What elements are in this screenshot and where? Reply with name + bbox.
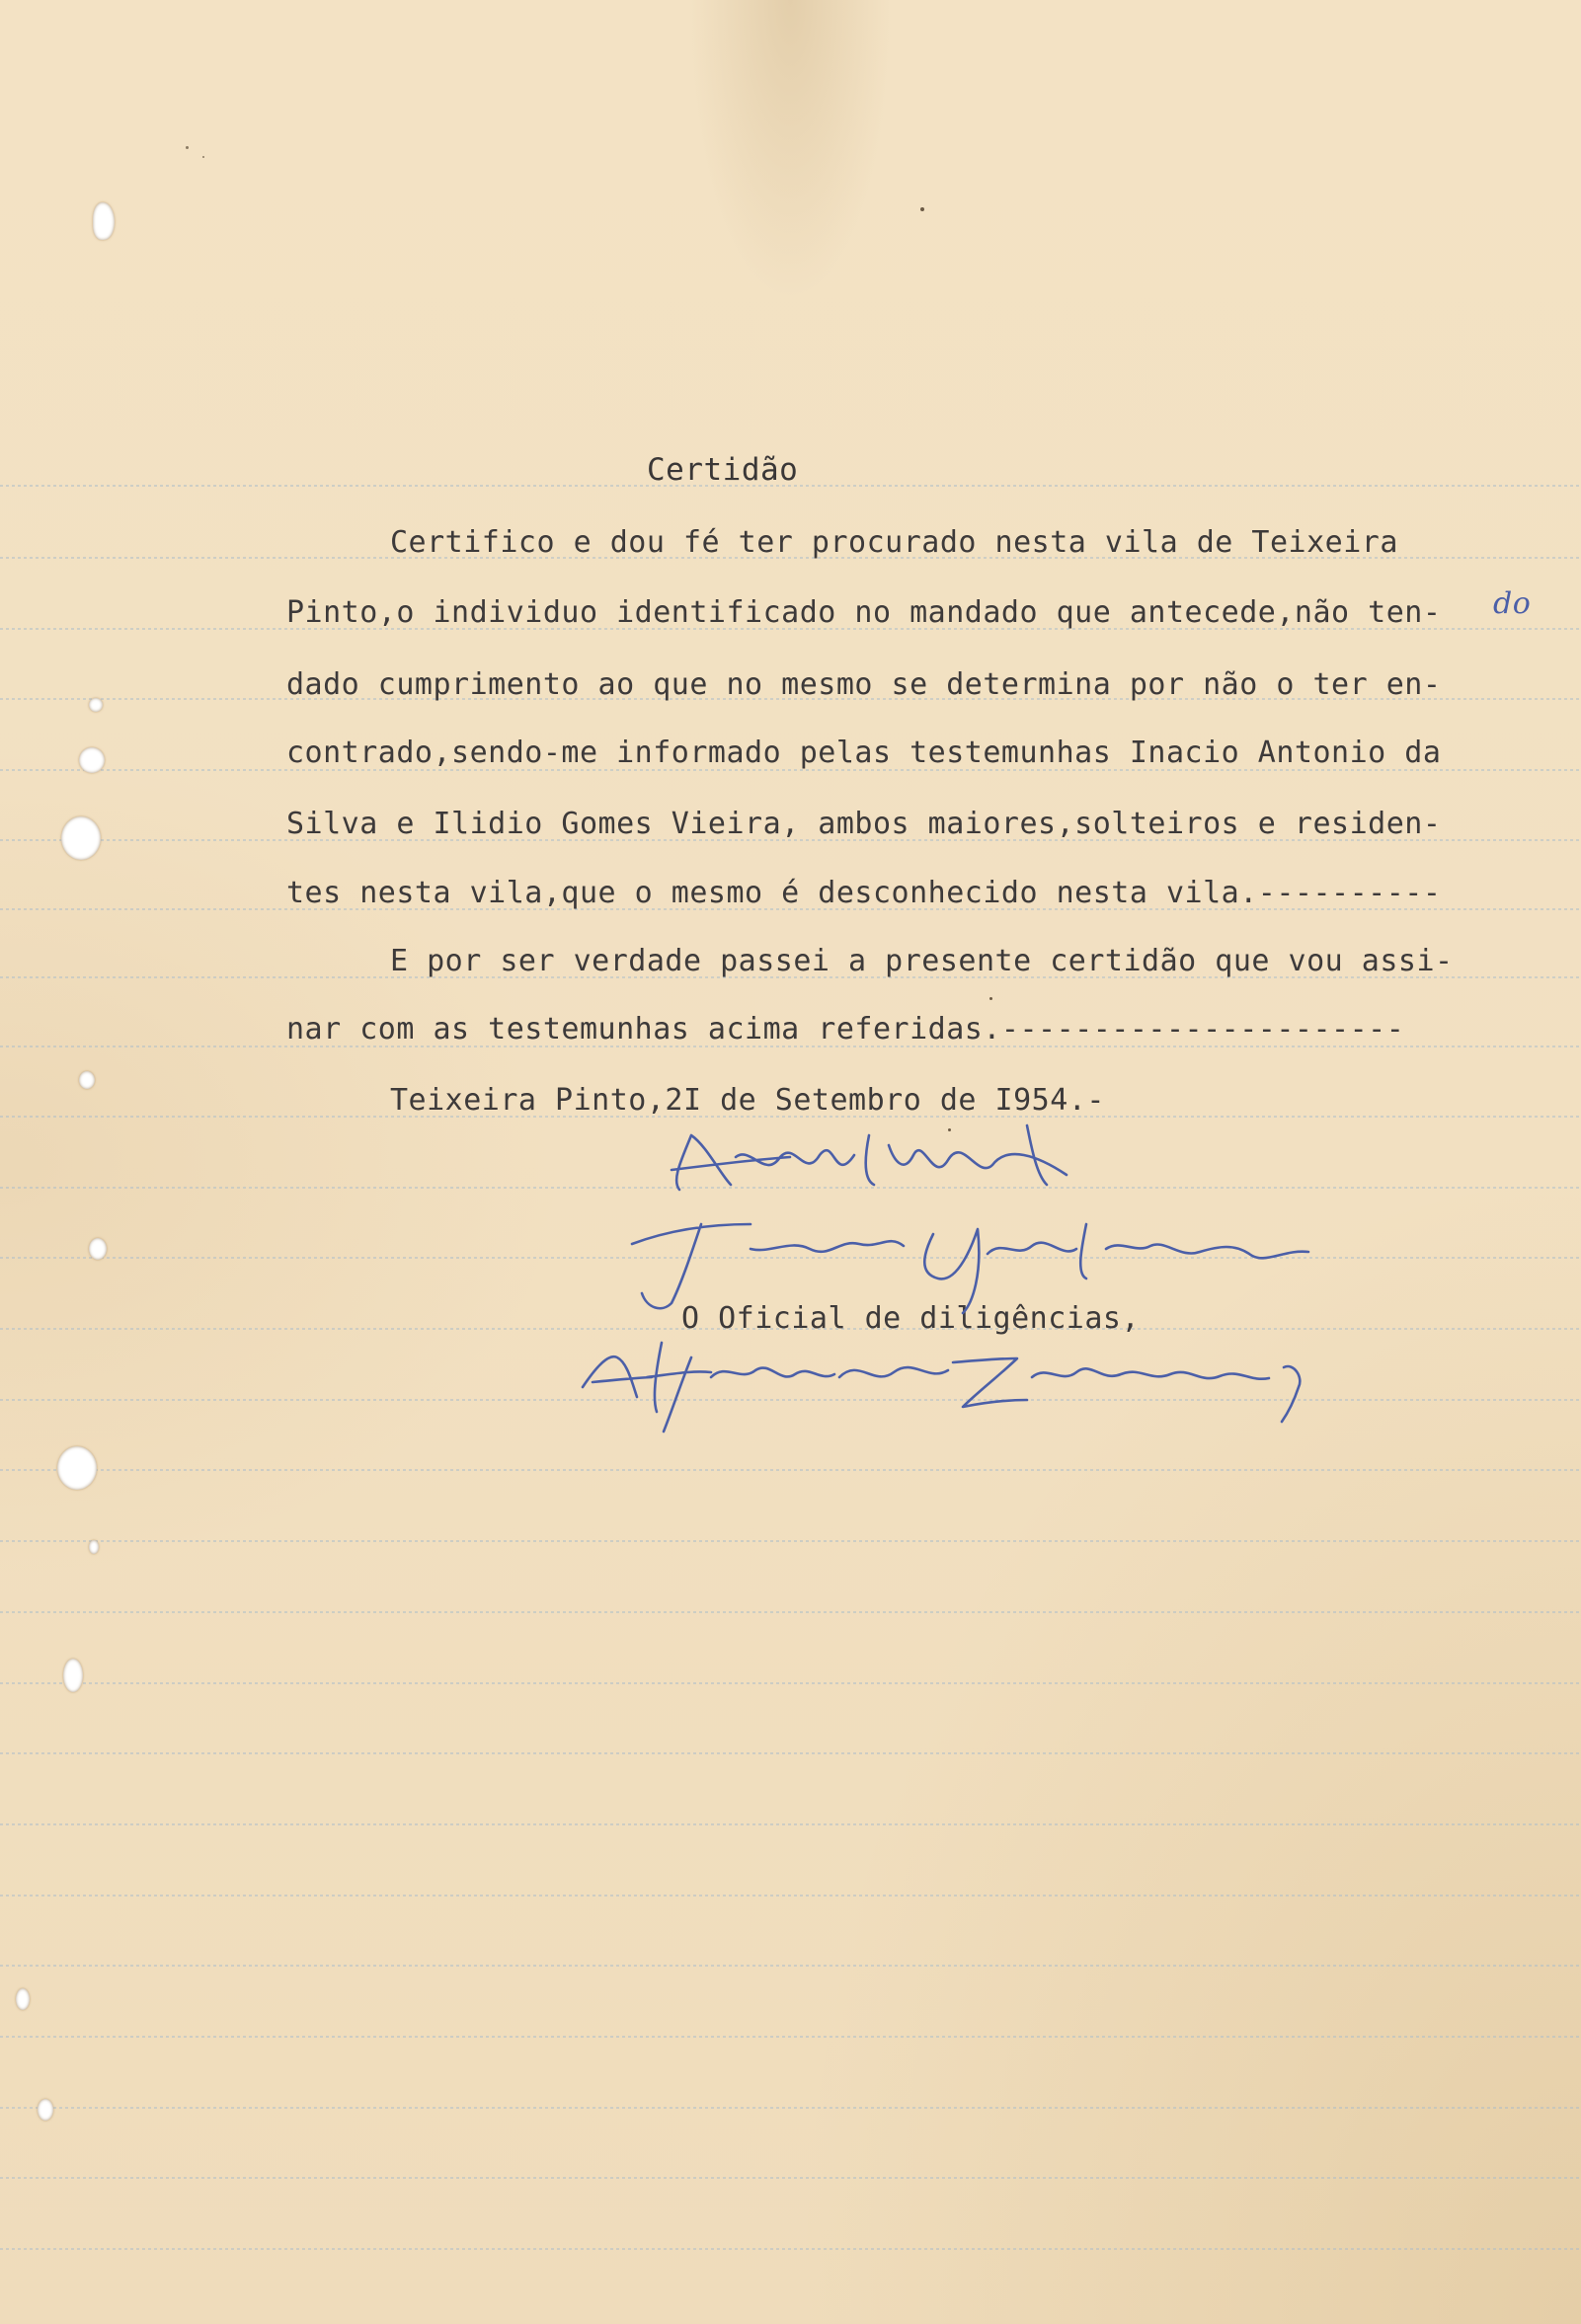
binder-hole [89,1238,107,1260]
binder-hole [16,1988,30,2010]
paper-speck [920,207,924,211]
paper-speck [186,146,189,149]
binder-hole [89,698,103,712]
paper-speck [948,1128,951,1131]
body-line-3: dado cumprimento ao que no mesmo se determina por não o ter en- [286,667,1442,702]
binder-hole [63,1659,83,1692]
paper-speck [989,997,992,1000]
binder-hole [79,747,105,773]
binder-hole [93,202,115,240]
body-line-5: Silva e Ilidio Gomes Vieira, ambos maiores,solteiros e residen- [286,807,1442,841]
handwritten-insertion: do [1493,586,1532,621]
date-line: Teixeira Pinto,2I de Setembro de I954.- [390,1083,1105,1118]
binder-hole [57,1446,97,1490]
binder-hole [89,1540,99,1554]
document-title: Certidão [647,452,799,488]
official-label: O Oficial de diligências, [681,1301,1141,1336]
binder-hole [61,816,101,860]
binder-hole [79,1071,95,1089]
body-line-8: nar com as testemunhas acima referidas.---------------------- [286,1012,1405,1046]
binder-hole [38,2099,53,2121]
body-line-1: Certifico e dou fé ter procurado nesta vila de Teixeira [390,525,1398,560]
body-line-6: tes nesta vila,que o mesmo é desconhecido nesta vila.---------- [286,876,1442,910]
body-line-2: Pinto,o individuo identificado no mandado que antecede,não ten- [286,595,1442,630]
paper-speck [202,156,204,158]
body-line-7: E por ser verdade passei a presente certidão que vou assi- [390,944,1454,978]
body-line-4: contrado,sendo-me informado pelas testemunhas Inacio Antonio da [286,736,1442,770]
